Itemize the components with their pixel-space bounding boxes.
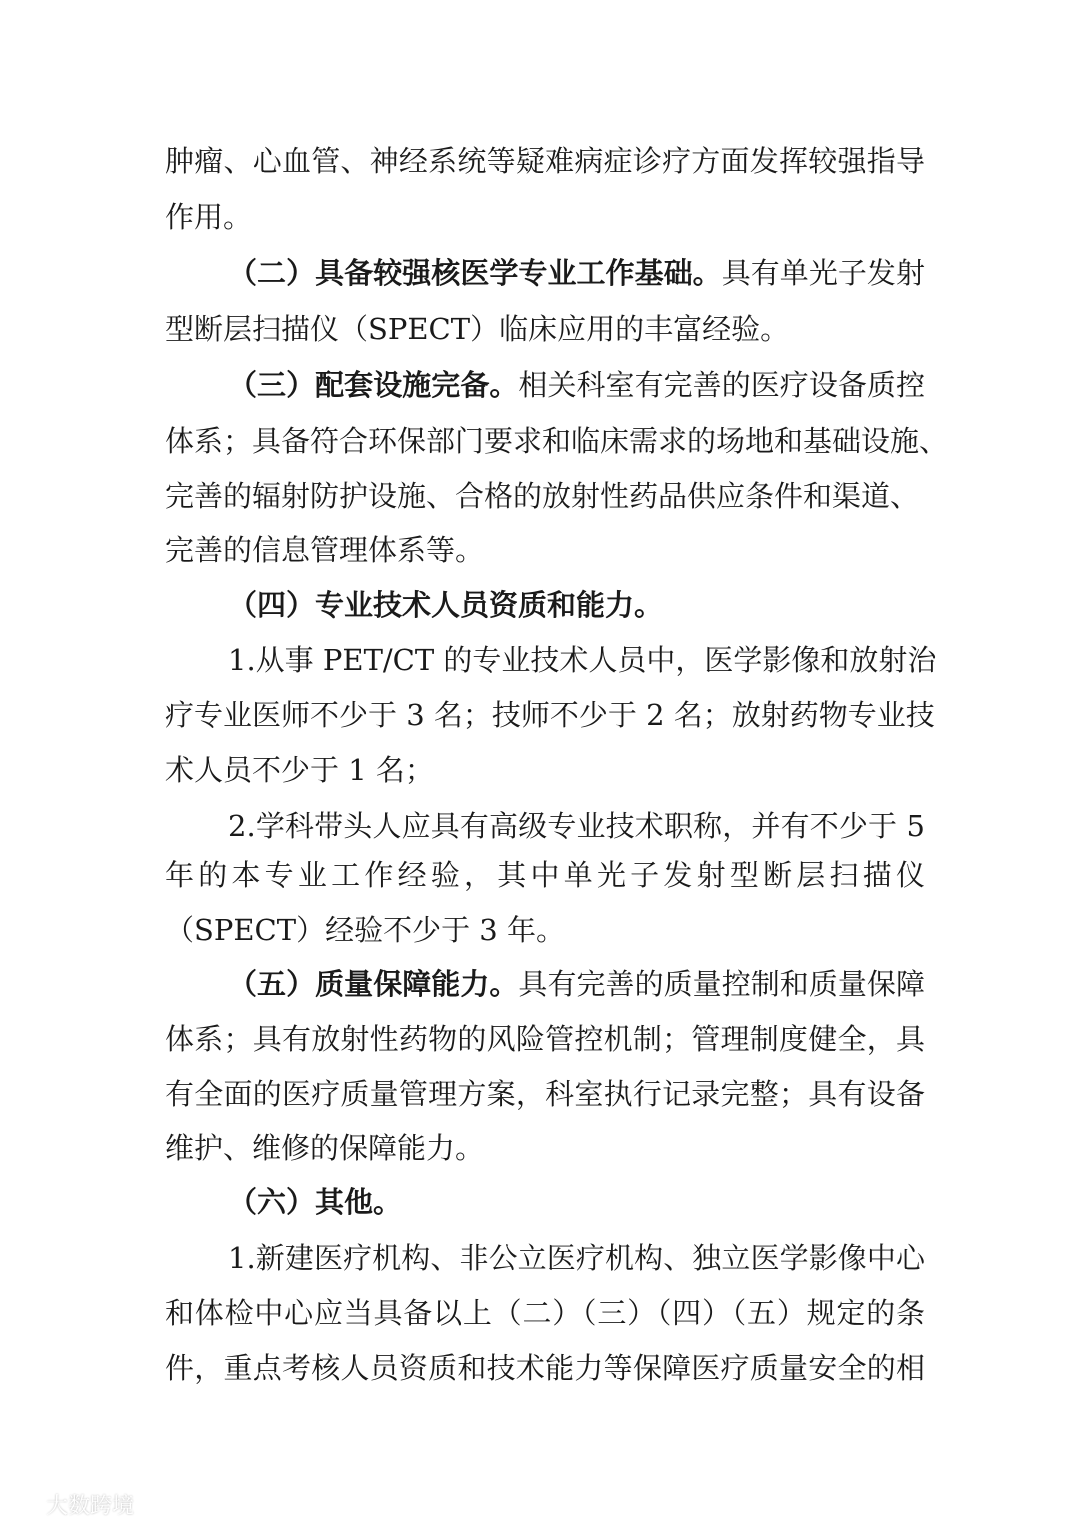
section-heading-4: （四）专业技术人员资质和能力。: [228, 588, 664, 622]
text-line-3: （二）具备较强核医学专业工作基础。具有单光子发射: [228, 256, 925, 290]
text-line-23: 件，重点考核人员资质和技术能力等保障医疗质量安全的相: [165, 1351, 925, 1385]
text-line-1: 肿瘤、心血管、神经系统等疑难病症诊疗方面发挥较强指导: [165, 144, 925, 178]
text-line-15: （SPECT）经验不少于 3 年。: [165, 913, 565, 947]
text-line-17: 体系；具有放射性药物的风险管控机制；管理制度健全，具: [165, 1022, 925, 1056]
section-heading-2: （二）具备较强核医学专业工作基础。: [228, 256, 722, 290]
section-heading-6: （六）其他。: [228, 1185, 403, 1219]
section-heading-5: （五）质量保障能力。: [228, 967, 519, 1001]
text-line-2: 作用。: [165, 200, 253, 234]
watermark: [8, 1490, 134, 1518]
text-line-7: 完善的辐射防护设施、合格的放射性药品供应条件和渠道、: [165, 479, 920, 513]
text-line-6: 体系；具备符合环保部门要求和临床需求的场地和基础设施、: [165, 424, 949, 458]
text-line-8: 完善的信息管理体系等。: [165, 533, 485, 567]
text-line-22: 和体检中心应当具备以上（二）（三）（四）（五）规定的条: [165, 1296, 925, 1330]
text-line-4: 型断层扫描仪（SPECT）临床应用的丰富经验。: [165, 312, 790, 346]
text-line-12: 术人员不少于 1 名；: [165, 753, 434, 787]
text-line-14: 年的本专业工作经验，其中单光子发射型断层扫描仪: [165, 858, 925, 892]
section-heading-3: （三）配套设施完备。: [228, 368, 519, 402]
text-line-5: （三）配套设施完备。相关科室有完善的医疗设备质控: [228, 368, 925, 402]
text-line-16: （五）质量保障能力。具有完善的质量控制和质量保障: [228, 967, 925, 1001]
text-line-19: 维护、维修的保障能力。: [165, 1131, 485, 1165]
text-line-10: 1.从事 PET/CT 的专业技术人员中，医学影像和放射治: [228, 643, 937, 677]
watermark-text: 大数跨境: [46, 1493, 135, 1519]
text-line-9: [228, 585, 925, 625]
text-line-18: 有全面的医疗质量管理方案，科室执行记录完整；具有设备: [165, 1077, 925, 1111]
text-line-11: 疗专业医师不少于 3 名；技师不少于 2 名；放射药物专业技: [165, 698, 935, 732]
text-line-21: 1.新建医疗机构、非公立医疗机构、独立医学影像中心: [228, 1241, 925, 1275]
weibo-logo-icon: [8, 1492, 42, 1516]
text-line-20: [228, 1182, 925, 1222]
text-line-13: 2.学科带头人应具有高级专业技术职称，并有不少于 5: [228, 809, 925, 843]
